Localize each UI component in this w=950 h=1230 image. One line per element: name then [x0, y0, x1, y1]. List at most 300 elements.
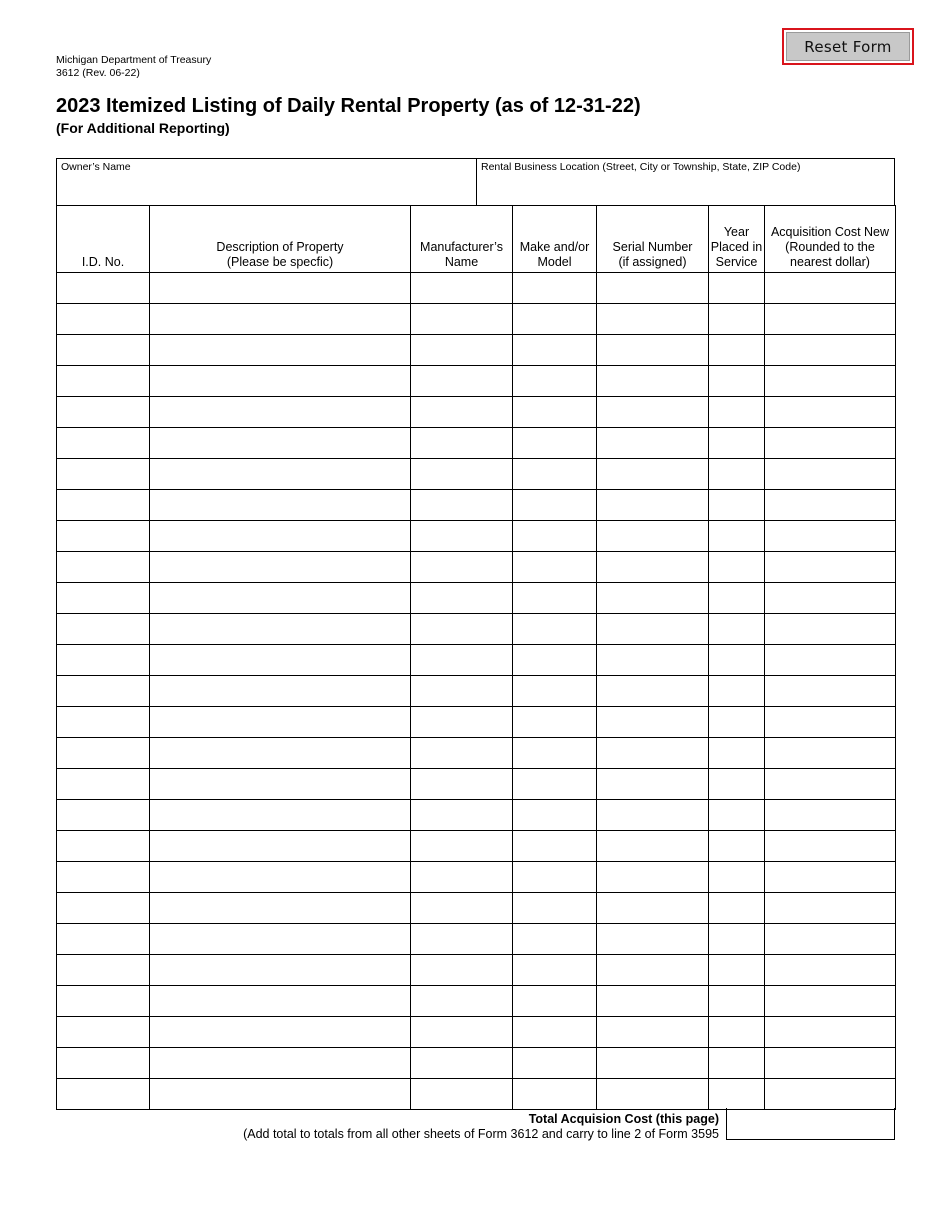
table-cell: [597, 490, 709, 521]
col-header-manufacturer: Manufacturer’s Name: [411, 206, 513, 273]
table-cell: [597, 335, 709, 366]
id-no-field[interactable]: [57, 800, 149, 830]
year-in-service-field[interactable]: [709, 583, 764, 613]
manufacturer-field[interactable]: [411, 521, 512, 551]
id-no-field[interactable]: [57, 428, 149, 458]
serial-number-field[interactable]: [597, 676, 708, 706]
table-row: [57, 490, 896, 521]
table-cell: [57, 273, 150, 304]
make-model-field[interactable]: [513, 924, 596, 954]
table-cell: [597, 831, 709, 862]
make-model-field[interactable]: [513, 397, 596, 427]
manufacturer-field[interactable]: [411, 366, 512, 396]
serial-number-field[interactable]: [597, 800, 708, 830]
id-no-field[interactable]: [57, 986, 149, 1016]
id-no-field[interactable]: [57, 583, 149, 613]
manufacturer-field[interactable]: [411, 304, 512, 334]
description-field[interactable]: [150, 552, 410, 582]
id-no-field[interactable]: [57, 676, 149, 706]
description-field[interactable]: [150, 1017, 410, 1047]
acquisition-cost-field[interactable]: [765, 490, 895, 520]
description-field[interactable]: [150, 583, 410, 613]
manufacturer-field[interactable]: [411, 1017, 512, 1047]
table-cell: [597, 769, 709, 800]
manufacturer-field[interactable]: [411, 490, 512, 520]
acquisition-cost-field[interactable]: [765, 614, 895, 644]
table-cell: [411, 800, 513, 831]
table-body: [57, 273, 896, 1110]
manufacturer-field[interactable]: [411, 1048, 512, 1078]
manufacturer-field[interactable]: [411, 459, 512, 489]
description-field[interactable]: [150, 521, 410, 551]
year-in-service-field[interactable]: [709, 459, 764, 489]
table-cell: [150, 676, 411, 707]
table-cell: [765, 738, 896, 769]
table-cell: [513, 1048, 597, 1079]
manufacturer-field[interactable]: [411, 924, 512, 954]
year-in-service-field[interactable]: [709, 1017, 764, 1047]
serial-number-field[interactable]: [597, 769, 708, 799]
id-no-field[interactable]: [57, 1017, 149, 1047]
description-field[interactable]: [150, 862, 410, 892]
id-no-field[interactable]: [57, 924, 149, 954]
table-cell: [411, 521, 513, 552]
table-cell: [597, 893, 709, 924]
make-model-field[interactable]: [513, 800, 596, 830]
description-field[interactable]: [150, 676, 410, 706]
acquisition-cost-field[interactable]: [765, 583, 895, 613]
year-in-service-field[interactable]: [709, 707, 764, 737]
acquisition-cost-field[interactable]: [765, 831, 895, 861]
table-row: [57, 955, 896, 986]
manufacturer-field[interactable]: [411, 955, 512, 985]
year-in-service-field[interactable]: [709, 1079, 764, 1109]
id-no-field[interactable]: [57, 490, 149, 520]
description-field[interactable]: [150, 769, 410, 799]
table-cell: [709, 397, 765, 428]
serial-number-field[interactable]: [597, 583, 708, 613]
serial-number-field[interactable]: [597, 552, 708, 582]
make-model-field[interactable]: [513, 366, 596, 396]
year-in-service-field[interactable]: [709, 676, 764, 706]
table-cell: [709, 490, 765, 521]
year-in-service-field[interactable]: [709, 273, 764, 303]
description-field[interactable]: [150, 614, 410, 644]
serial-number-field[interactable]: [597, 707, 708, 737]
make-model-field[interactable]: [513, 335, 596, 365]
serial-number-field[interactable]: [597, 459, 708, 489]
serial-number-field[interactable]: [597, 738, 708, 768]
id-no-field[interactable]: [57, 707, 149, 737]
acquisition-cost-field[interactable]: [765, 552, 895, 582]
table-cell: [150, 583, 411, 614]
acquisition-cost-field[interactable]: [765, 676, 895, 706]
owner-name-cell: [57, 159, 477, 206]
manufacturer-field[interactable]: [411, 800, 512, 830]
make-model-field[interactable]: [513, 304, 596, 334]
table-cell: [709, 800, 765, 831]
table-cell: [765, 800, 896, 831]
make-model-field[interactable]: [513, 645, 596, 675]
manufacturer-field[interactable]: [411, 862, 512, 892]
year-in-service-field[interactable]: [709, 924, 764, 954]
serial-number-field[interactable]: [597, 955, 708, 985]
col-header-description: Description of Property (Please be specfic): [150, 206, 411, 273]
form-agency-block: [56, 54, 211, 80]
table-cell: [411, 707, 513, 738]
table-cell: [709, 645, 765, 676]
description-field[interactable]: [150, 831, 410, 861]
acquisition-cost-field[interactable]: [765, 955, 895, 985]
year-in-service-field[interactable]: [709, 831, 764, 861]
table-cell: [57, 831, 150, 862]
make-model-field[interactable]: [513, 862, 596, 892]
table-cell: [150, 521, 411, 552]
table-cell: [411, 1079, 513, 1110]
table-cell: [709, 955, 765, 986]
table-cell: [150, 1048, 411, 1079]
year-in-service-field[interactable]: [709, 769, 764, 799]
make-model-field[interactable]: [513, 459, 596, 489]
table-cell: [765, 366, 896, 397]
id-no-field[interactable]: [57, 1048, 149, 1078]
make-model-field[interactable]: [513, 521, 596, 551]
serial-number-field[interactable]: [597, 831, 708, 861]
table-cell: [150, 738, 411, 769]
serial-number-field[interactable]: [597, 521, 708, 551]
manufacturer-field[interactable]: [411, 645, 512, 675]
table-cell: [150, 304, 411, 335]
table-cell: [411, 397, 513, 428]
serial-number-field[interactable]: [597, 645, 708, 675]
make-model-field[interactable]: [513, 1079, 596, 1109]
table-cell: [709, 769, 765, 800]
table-cell: [709, 831, 765, 862]
table-cell: [150, 335, 411, 366]
table-cell: [513, 583, 597, 614]
year-in-service-field[interactable]: [709, 397, 764, 427]
manufacturer-field[interactable]: [411, 738, 512, 768]
description-field[interactable]: [150, 986, 410, 1016]
table-cell: [411, 1048, 513, 1079]
table-cell: [709, 1048, 765, 1079]
description-field[interactable]: [150, 273, 410, 303]
acquisition-cost-field[interactable]: [765, 366, 895, 396]
make-model-field[interactable]: [513, 614, 596, 644]
table-cell: [411, 986, 513, 1017]
make-model-field[interactable]: [513, 676, 596, 706]
table-cell: [597, 862, 709, 893]
table-cell: [765, 893, 896, 924]
id-no-field[interactable]: [57, 366, 149, 396]
description-field[interactable]: [150, 335, 410, 365]
table-row: [57, 397, 896, 428]
acquisition-cost-field[interactable]: [765, 769, 895, 799]
table-cell: [597, 676, 709, 707]
table-cell: [57, 521, 150, 552]
description-field[interactable]: [150, 893, 410, 923]
table-cell: [765, 769, 896, 800]
make-model-field[interactable]: [513, 955, 596, 985]
id-no-field[interactable]: [57, 521, 149, 551]
table-row: [57, 583, 896, 614]
acquisition-cost-field[interactable]: [765, 1048, 895, 1078]
id-no-field[interactable]: [57, 459, 149, 489]
serial-number-field[interactable]: [597, 1048, 708, 1078]
year-in-service-field[interactable]: [709, 490, 764, 520]
table-cell: [765, 1048, 896, 1079]
serial-number-field[interactable]: [597, 490, 708, 520]
serial-number-field[interactable]: [597, 614, 708, 644]
table-cell: [150, 769, 411, 800]
table-cell: [597, 366, 709, 397]
make-model-field[interactable]: [513, 273, 596, 303]
table-cell: [150, 955, 411, 986]
year-in-service-field[interactable]: [709, 1048, 764, 1078]
table-row: [57, 738, 896, 769]
acquisition-cost-field[interactable]: [765, 397, 895, 427]
table-cell: [765, 583, 896, 614]
year-in-service-field[interactable]: [709, 428, 764, 458]
table-row: [57, 521, 896, 552]
table-cell: [150, 273, 411, 304]
manufacturer-field[interactable]: [411, 583, 512, 613]
acquisition-cost-field[interactable]: [765, 738, 895, 768]
table-cell: [411, 428, 513, 459]
year-in-service-field[interactable]: [709, 955, 764, 985]
serial-number-field[interactable]: [597, 397, 708, 427]
description-field[interactable]: [150, 397, 410, 427]
table-cell: [150, 924, 411, 955]
manufacturer-field[interactable]: [411, 986, 512, 1016]
table-cell: [411, 304, 513, 335]
acquisition-cost-field[interactable]: [765, 893, 895, 923]
manufacturer-field[interactable]: [411, 831, 512, 861]
acquisition-cost-field[interactable]: [765, 986, 895, 1016]
description-field[interactable]: [150, 490, 410, 520]
table-cell: [513, 862, 597, 893]
serial-number-field[interactable]: [597, 335, 708, 365]
id-no-field[interactable]: [57, 614, 149, 644]
reset-form-label: Reset Form: [786, 32, 910, 61]
serial-number-field[interactable]: [597, 428, 708, 458]
year-in-service-field[interactable]: [709, 862, 764, 892]
total-cost-field[interactable]: [727, 1108, 894, 1139]
table-cell: [709, 552, 765, 583]
make-model-field[interactable]: [513, 583, 596, 613]
table-cell: [765, 273, 896, 304]
table-cell: [411, 645, 513, 676]
description-field[interactable]: [150, 645, 410, 675]
make-model-field[interactable]: [513, 893, 596, 923]
table-cell: [597, 707, 709, 738]
owner-name-field[interactable]: [61, 175, 472, 204]
manufacturer-field[interactable]: [411, 273, 512, 303]
table-cell: [597, 1079, 709, 1110]
table-cell: [709, 1017, 765, 1048]
table-cell: [597, 397, 709, 428]
make-model-field[interactable]: [513, 707, 596, 737]
make-model-field[interactable]: [513, 428, 596, 458]
make-model-field[interactable]: [513, 1017, 596, 1047]
make-model-field[interactable]: [513, 490, 596, 520]
table-cell: [513, 893, 597, 924]
description-field[interactable]: [150, 955, 410, 985]
id-no-field[interactable]: [57, 955, 149, 985]
table-cell: [150, 459, 411, 490]
acquisition-cost-field[interactable]: [765, 1017, 895, 1047]
id-no-field[interactable]: [57, 1079, 149, 1109]
manufacturer-field[interactable]: [411, 707, 512, 737]
id-no-field[interactable]: [57, 831, 149, 861]
table-cell: [709, 707, 765, 738]
year-in-service-field[interactable]: [709, 335, 764, 365]
make-model-field[interactable]: [513, 769, 596, 799]
year-in-service-field[interactable]: [709, 304, 764, 334]
id-no-field[interactable]: [57, 893, 149, 923]
owner-info-section: [56, 158, 895, 206]
manufacturer-field[interactable]: [411, 1079, 512, 1109]
table-cell: [513, 459, 597, 490]
year-in-service-field[interactable]: [709, 800, 764, 830]
table-cell: [150, 397, 411, 428]
table-row: [57, 862, 896, 893]
year-in-service-field[interactable]: [709, 366, 764, 396]
serial-number-field[interactable]: [597, 304, 708, 334]
year-in-service-field[interactable]: [709, 893, 764, 923]
table-row: [57, 273, 896, 304]
id-no-field[interactable]: [57, 273, 149, 303]
acquisition-cost-field[interactable]: [765, 273, 895, 303]
acquisition-cost-field[interactable]: [765, 304, 895, 334]
make-model-field[interactable]: [513, 986, 596, 1016]
table-cell: [597, 552, 709, 583]
manufacturer-field[interactable]: [411, 769, 512, 799]
table-row: [57, 459, 896, 490]
manufacturer-field[interactable]: [411, 893, 512, 923]
table-cell: [709, 986, 765, 1017]
table-row: [57, 924, 896, 955]
make-model-field[interactable]: [513, 738, 596, 768]
id-no-field[interactable]: [57, 862, 149, 892]
acquisition-cost-field[interactable]: [765, 428, 895, 458]
description-field[interactable]: [150, 1079, 410, 1109]
acquisition-cost-field[interactable]: [765, 707, 895, 737]
acquisition-cost-field[interactable]: [765, 645, 895, 675]
table-cell: [597, 583, 709, 614]
table-cell: [57, 1048, 150, 1079]
table-cell: [513, 676, 597, 707]
manufacturer-field[interactable]: [411, 676, 512, 706]
acquisition-cost-field[interactable]: [765, 862, 895, 892]
table-cell: [709, 335, 765, 366]
id-no-field[interactable]: [57, 552, 149, 582]
serial-number-field[interactable]: [597, 893, 708, 923]
id-no-field[interactable]: [57, 769, 149, 799]
id-no-field[interactable]: [57, 645, 149, 675]
id-no-field[interactable]: [57, 304, 149, 334]
serial-number-field[interactable]: [597, 986, 708, 1016]
reset-form-button[interactable]: [782, 28, 914, 65]
table-cell: [57, 924, 150, 955]
table-cell: [57, 707, 150, 738]
serial-number-field[interactable]: [597, 1017, 708, 1047]
description-field[interactable]: [150, 738, 410, 768]
rental-location-field[interactable]: [481, 175, 891, 204]
manufacturer-field[interactable]: [411, 397, 512, 427]
description-field[interactable]: [150, 800, 410, 830]
acquisition-cost-field[interactable]: [765, 1079, 895, 1109]
rental-location-cell: [477, 159, 895, 206]
id-no-field[interactable]: [57, 397, 149, 427]
col-header-make-model: Make and/or Model: [513, 206, 597, 273]
acquisition-cost-field[interactable]: [765, 459, 895, 489]
col-header-serial-number: Serial Number (if assigned): [597, 206, 709, 273]
serial-number-field[interactable]: [597, 1079, 708, 1109]
year-in-service-field[interactable]: [709, 738, 764, 768]
table-row: [57, 831, 896, 862]
year-in-service-field[interactable]: [709, 552, 764, 582]
table-cell: [597, 521, 709, 552]
year-in-service-field[interactable]: [709, 521, 764, 551]
year-in-service-field[interactable]: [709, 614, 764, 644]
col-header-id: I.D. No.: [57, 206, 150, 273]
description-field[interactable]: [150, 924, 410, 954]
serial-number-field[interactable]: [597, 366, 708, 396]
id-no-field[interactable]: [57, 335, 149, 365]
serial-number-field[interactable]: [597, 924, 708, 954]
table-cell: [765, 831, 896, 862]
serial-number-field[interactable]: [597, 273, 708, 303]
description-field[interactable]: [150, 304, 410, 334]
make-model-field[interactable]: [513, 831, 596, 861]
make-model-field[interactable]: [513, 1048, 596, 1078]
description-field[interactable]: [150, 428, 410, 458]
id-no-field[interactable]: [57, 738, 149, 768]
table-row: [57, 645, 896, 676]
table-cell: [513, 428, 597, 459]
table-cell: [513, 1017, 597, 1048]
acquisition-cost-field[interactable]: [765, 800, 895, 830]
table-cell: [709, 614, 765, 645]
description-field[interactable]: [150, 366, 410, 396]
description-field[interactable]: [150, 1048, 410, 1078]
table-cell: [709, 428, 765, 459]
table-cell: [150, 428, 411, 459]
manufacturer-field[interactable]: [411, 614, 512, 644]
year-in-service-field[interactable]: [709, 986, 764, 1016]
manufacturer-field[interactable]: [411, 552, 512, 582]
acquisition-cost-field[interactable]: [765, 335, 895, 365]
description-field[interactable]: [150, 707, 410, 737]
table-cell: [513, 366, 597, 397]
table-cell: [150, 800, 411, 831]
manufacturer-field[interactable]: [411, 428, 512, 458]
table-cell: [57, 676, 150, 707]
year-in-service-field[interactable]: [709, 645, 764, 675]
table-cell: [411, 273, 513, 304]
table-cell: [513, 955, 597, 986]
table-cell: [513, 738, 597, 769]
manufacturer-field[interactable]: [411, 335, 512, 365]
description-field[interactable]: [150, 459, 410, 489]
acquisition-cost-field[interactable]: [765, 521, 895, 551]
table-cell: [57, 366, 150, 397]
agency-name: Michigan Department of Treasury: [56, 54, 212, 66]
serial-number-field[interactable]: [597, 862, 708, 892]
acquisition-cost-field[interactable]: [765, 924, 895, 954]
make-model-field[interactable]: [513, 552, 596, 582]
